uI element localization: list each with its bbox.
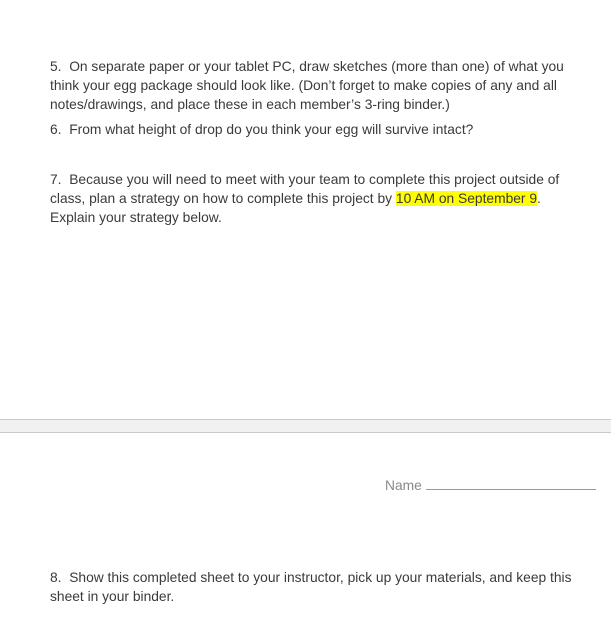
name-field (385, 475, 596, 495)
page-separator (0, 419, 611, 433)
question-7 (50, 170, 580, 227)
name-label: Name (385, 478, 422, 493)
question-8-text: Show this completed sheet to your instructor, pick up your materials, and keep this sheet in your binder. (50, 570, 572, 604)
question-7-number: 7. (50, 172, 62, 187)
name-blank-line (426, 475, 596, 490)
document-page-2 (0, 433, 611, 618)
deadline-highlight: 10 AM on September 9 (395, 191, 538, 206)
question-7-text: Because you will need to meet with your team to complete this project outside of class, plan a strategy on how to complete this project by (50, 172, 560, 206)
question-6 (50, 120, 580, 139)
question-5 (50, 57, 580, 114)
question-8 (50, 568, 580, 606)
question-6-number: 6. (50, 122, 62, 137)
question-5-text: On separate paper or your tablet PC, draw sketches (more than one) of what you think your egg package should look like. (Don’t forget to make copies of any and all notes/drawings, and place these in each member’s 3-ring binder.) (50, 59, 564, 112)
question-8-number: 8. (50, 570, 62, 585)
question-5-number: 5. (50, 59, 62, 74)
question-6-text: From what height of drop do you think your egg will survive intact? (69, 122, 474, 137)
question-7-text-end: . Explain your strategy below. (50, 191, 541, 225)
